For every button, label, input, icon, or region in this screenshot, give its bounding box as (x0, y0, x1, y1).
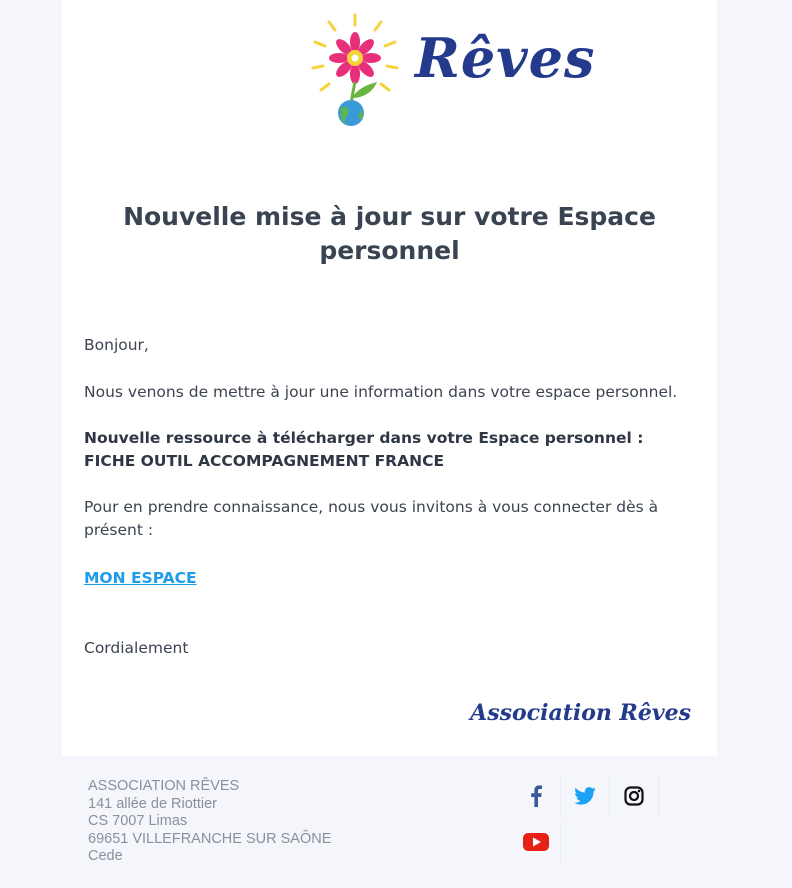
twitter-link[interactable] (561, 776, 610, 816)
mon-espace-link[interactable]: MON ESPACE (84, 569, 197, 587)
page-title: Nouvelle mise à jour sur votre Espace personnel (123, 202, 656, 265)
instagram-icon (624, 786, 644, 806)
org-name: ASSOCIATION RÊVES (88, 778, 240, 794)
closing-text: Cordialement (84, 639, 189, 657)
signature: Association Rêves (470, 700, 691, 726)
reves-logo (307, 12, 597, 130)
greeting-text: Bonjour, (84, 336, 149, 354)
invite-text: Pour en prendre connaissance, nous vous invitons à vous connecter dès à présent : (84, 498, 659, 539)
youtube-icon (523, 833, 549, 851)
brand-name: Rêves (415, 26, 596, 90)
flower-globe-icon (307, 12, 417, 130)
address-line: 69651 VILLEFRANCHE SUR SAÔNE (88, 830, 332, 847)
youtube-link[interactable] (512, 822, 561, 862)
address-line: 141 allée de Riottier (88, 795, 217, 812)
footer-address (88, 778, 331, 866)
address-line: Cede (88, 848, 123, 864)
facebook-icon (529, 785, 543, 807)
twitter-icon (574, 787, 596, 805)
facebook-link[interactable] (512, 776, 561, 816)
instagram-link[interactable] (610, 776, 659, 816)
highlight-text: Nouvelle ressource à télécharger dans votre Espace personnel : FICHE OUTIL ACCOMPAGNEMENT FRANCE (84, 429, 644, 470)
email-card (62, 0, 717, 756)
intro-text: Nous venons de mettre à jour une information dans votre espace personnel. (84, 383, 678, 401)
address-line: CS 7007 Limas (88, 813, 188, 829)
